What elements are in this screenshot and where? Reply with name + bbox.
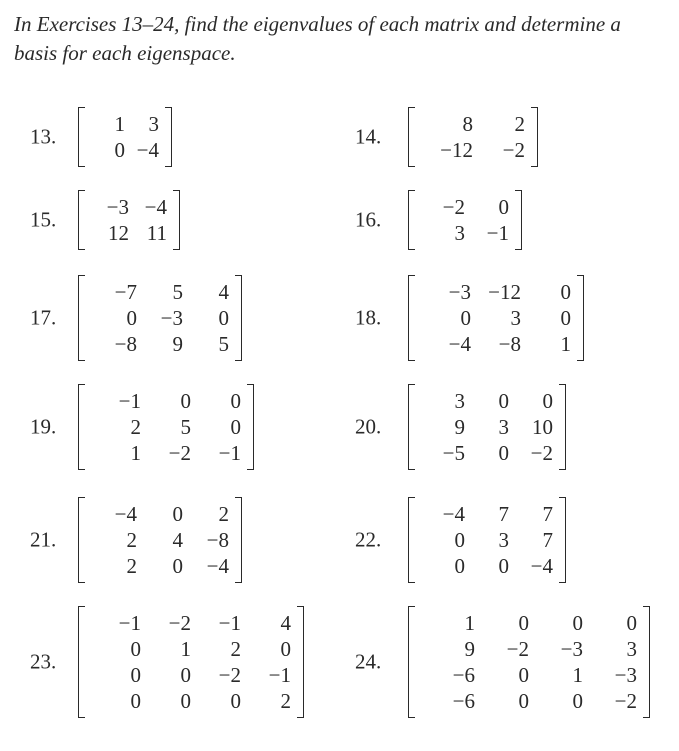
matrix-entry: −8: [498, 332, 521, 356]
matrix-entry: 0: [280, 637, 291, 661]
exercise-number: 18.: [355, 305, 382, 330]
left-bracket: [408, 275, 415, 361]
matrix-entry: 3: [510, 306, 521, 330]
matrix: [78, 606, 304, 718]
matrix-entry: 0: [498, 554, 509, 578]
matrix-entry: −4: [144, 195, 167, 219]
left-bracket: [78, 606, 85, 718]
matrix-entry: 0: [126, 306, 137, 330]
matrix-entry: 2: [126, 528, 137, 552]
exercise-number: 22.: [355, 527, 382, 552]
matrix: [78, 275, 242, 361]
matrix-entry: −8: [114, 332, 137, 356]
matrix-entry: 0: [130, 663, 141, 687]
matrix-entry: 0: [518, 689, 529, 713]
matrix-entry: 7: [542, 502, 553, 526]
left-bracket: [78, 275, 85, 361]
matrix-entry: 0: [130, 689, 141, 713]
matrix-entry: 2: [130, 415, 141, 439]
right-bracket: [643, 606, 650, 718]
matrix-entry: 0: [180, 689, 191, 713]
exercise-number: 24.: [355, 649, 382, 674]
matrix-entry: −4: [448, 332, 471, 356]
right-bracket: [173, 190, 180, 250]
matrix-entry: 9: [172, 332, 183, 356]
matrix-entry: 0: [572, 689, 583, 713]
matrix-entry: 7: [542, 528, 553, 552]
matrix: [78, 497, 242, 583]
matrix-entry: −2: [168, 611, 191, 635]
exercise-number: 23.: [30, 649, 57, 674]
matrix-entry: 1: [114, 112, 125, 136]
matrix-entry: −4: [442, 502, 465, 526]
right-bracket: [247, 384, 254, 470]
matrix-entry: −3: [560, 637, 583, 661]
matrix-entry: 0: [180, 663, 191, 687]
matrix-entry: 12: [108, 221, 129, 245]
matrix: [78, 384, 254, 470]
matrix-entry: 10: [532, 415, 553, 439]
matrix-entry: −4: [136, 138, 159, 162]
matrix-entry: 4: [172, 528, 183, 552]
matrix-entry: −1: [118, 611, 141, 635]
matrix-entry: 0: [130, 637, 141, 661]
matrix-entry: 2: [218, 502, 229, 526]
matrix-entry: 1: [180, 637, 191, 661]
matrix-entry: 3: [148, 112, 159, 136]
matrix-entry: 0: [218, 306, 229, 330]
matrix-entry: 0: [180, 389, 191, 413]
exercise-number: 17.: [30, 305, 57, 330]
matrix-entry: 0: [460, 306, 471, 330]
right-bracket: [559, 497, 566, 583]
matrix-entry: 1: [560, 332, 571, 356]
matrix-entry: −12: [440, 138, 473, 162]
matrix-entry: −8: [206, 528, 229, 552]
matrix: [78, 107, 172, 167]
matrix-entry: −3: [448, 280, 471, 304]
exercise-number: 19.: [30, 414, 57, 439]
matrix-entry: 0: [230, 415, 241, 439]
matrix-entry: −1: [218, 441, 241, 465]
matrix-entry: −2: [168, 441, 191, 465]
left-bracket: [408, 606, 415, 718]
matrix-entry: −3: [106, 195, 129, 219]
matrix-entry: 11: [146, 221, 167, 245]
matrix-entry: −3: [614, 663, 637, 687]
matrix-entry: 4: [218, 280, 229, 304]
matrix-entry: 0: [454, 528, 465, 552]
right-bracket: [235, 497, 242, 583]
exercise-number: 13.: [30, 124, 57, 149]
matrix-entry: 5: [180, 415, 191, 439]
matrix-entry: −1: [218, 611, 241, 635]
right-bracket: [577, 275, 584, 361]
exercise-number: 21.: [30, 527, 57, 552]
left-bracket: [408, 190, 415, 250]
matrix-entry: −7: [114, 280, 137, 304]
matrix-entry: 0: [518, 611, 529, 635]
matrix-entry: 0: [498, 389, 509, 413]
exercise-number: 15.: [30, 207, 57, 232]
matrix-entry: −4: [114, 502, 137, 526]
matrix-entry: −3: [160, 306, 183, 330]
matrix-entry: 0: [572, 611, 583, 635]
matrix-entry: −1: [486, 221, 509, 245]
matrix-entry: 4: [280, 611, 291, 635]
matrix-entry: −1: [268, 663, 291, 687]
matrix-entry: −2: [442, 195, 465, 219]
left-bracket: [78, 384, 85, 470]
matrix-entry: 1: [130, 441, 141, 465]
matrix-entry: 0: [230, 389, 241, 413]
matrix-entry: 9: [464, 637, 475, 661]
matrix-entry: 8: [462, 112, 473, 136]
matrix-entry: 2: [230, 637, 241, 661]
matrix-entry: 3: [454, 389, 465, 413]
matrix-entry: −2: [502, 138, 525, 162]
exercise-number: 14.: [355, 124, 382, 149]
matrix-entry: 5: [218, 332, 229, 356]
matrix-entry: −6: [452, 689, 475, 713]
matrix: [78, 190, 180, 250]
matrix-entry: 3: [626, 637, 637, 661]
matrix-entry: 3: [454, 221, 465, 245]
matrix-entry: 0: [172, 554, 183, 578]
right-bracket: [165, 107, 172, 167]
left-bracket: [78, 107, 85, 167]
matrix-entry: −12: [488, 280, 521, 304]
exercise-number: 16.: [355, 207, 382, 232]
matrix: [408, 275, 584, 361]
matrix-entry: 1: [464, 611, 475, 635]
matrix-entry: −2: [614, 689, 637, 713]
matrix-entry: −4: [530, 554, 553, 578]
matrix-entry: 3: [498, 415, 509, 439]
matrix: [408, 107, 538, 167]
left-bracket: [408, 497, 415, 583]
matrix-entry: 0: [560, 306, 571, 330]
matrix: [408, 606, 650, 718]
matrix-entry: 0: [498, 195, 509, 219]
left-bracket: [408, 384, 415, 470]
right-bracket: [297, 606, 304, 718]
matrix-entry: 0: [230, 689, 241, 713]
matrix-entry: −2: [530, 441, 553, 465]
matrix-entry: 2: [514, 112, 525, 136]
matrix-entry: 0: [454, 554, 465, 578]
matrix-entry: 0: [560, 280, 571, 304]
matrix: [408, 190, 522, 250]
matrix-entry: −2: [506, 637, 529, 661]
instructions-text: In Exercises 13–24, find the eigenvalues of each matrix and determine a basis for each eigenspace.: [14, 12, 621, 65]
matrix-entry: 2: [280, 689, 291, 713]
matrix: [408, 384, 566, 470]
matrix-entry: −6: [452, 663, 475, 687]
matrix-entry: −4: [206, 554, 229, 578]
matrix-entry: 5: [172, 280, 183, 304]
matrix-entry: −5: [442, 441, 465, 465]
matrix-entry: −1: [118, 389, 141, 413]
matrix-entry: 9: [454, 415, 465, 439]
exercise-number: 20.: [355, 414, 382, 439]
right-bracket: [559, 384, 566, 470]
matrix-entry: 2: [126, 554, 137, 578]
matrix-entry: 3: [498, 528, 509, 552]
left-bracket: [78, 497, 85, 583]
matrix-entry: 7: [498, 502, 509, 526]
matrix-entry: 0: [518, 663, 529, 687]
matrix: [408, 497, 566, 583]
left-bracket: [78, 190, 85, 250]
matrix-entry: 0: [172, 502, 183, 526]
matrix-entry: 0: [542, 389, 553, 413]
left-bracket: [408, 107, 415, 167]
matrix-entry: 0: [114, 138, 125, 162]
right-bracket: [235, 275, 242, 361]
right-bracket: [515, 190, 522, 250]
matrix-entry: 1: [572, 663, 583, 687]
matrix-entry: 0: [626, 611, 637, 635]
matrix-entry: 0: [498, 441, 509, 465]
matrix-entry: −2: [218, 663, 241, 687]
right-bracket: [531, 107, 538, 167]
